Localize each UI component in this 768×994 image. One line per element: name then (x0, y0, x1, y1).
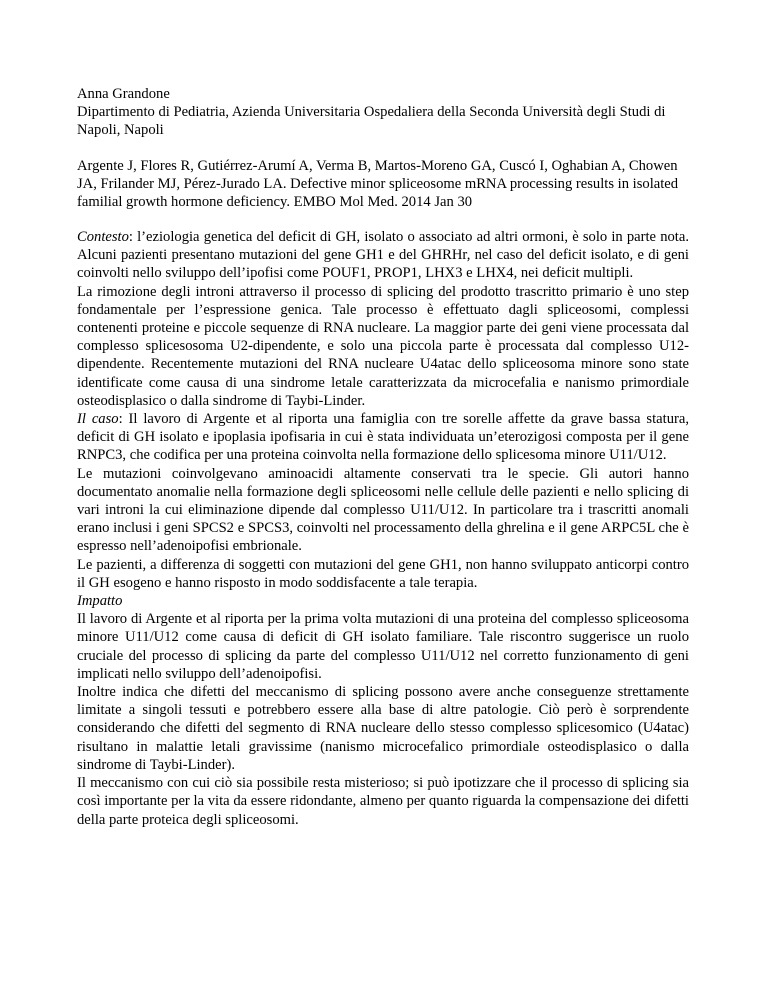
caso-paragraph-2: Le mutazioni coinvolgevano aminoacidi altamente conservati tra le specie. Gli autori hanno documentato anomalie nella formazione degli spliceosomi nelle cellule delle pazienti e nello splicing di vari introni la cui eliminazione dipende dal complesso U11/U12. In particolare tra i trascritti anomali erano inclusi i geni SPCS2 e SPCS3, coinvolti nel processamento della ghrelina e il gene ARPC5L che è espresso nell’adenoipofisi embrionale. (77, 465, 689, 555)
author-affiliation: Dipartimento di Pediatria, Azienda Universitaria Ospedaliera della Seconda Università degli Studi di Napoli, Napoli (77, 104, 666, 139)
citation-block (77, 157, 689, 212)
impatto-paragraph-2: Inoltre indica che difetti del meccanismo di splicing possono avere anche conseguenze strettamente limitate a singoli tessuti e potrebbero essere alla base di altre patologie. Ciò però è sorprendente considerando che difetti del segmento di RNA nucleare dello stesso complesso splicesomico (U4atac) risultano in malattie letali gravissime (nanismo microcefalico primordiale osteodisplasico o dalla sindrome di Taybi-Linder). (77, 684, 689, 773)
article-body (77, 228, 689, 829)
impatto-heading: Impatto (77, 593, 123, 610)
caso-label: Il caso (77, 411, 119, 428)
caso-text: : Il lavoro di Argente et al riporta una famiglia con tre sorelle affette da grave bassa statura, deficit di GH isolato e ipoplasia ipofisaria in cui è stata individuata un’eterozigosi composta per il gene RNPC3, che codifica per una proteina coinvolta nella formazione dello splicesoma minore U11/U12. (77, 411, 689, 464)
contesto-label: Contesto (77, 229, 129, 245)
contesto-paragraph (77, 228, 689, 283)
caso-paragraph-3: Le pazienti, a differenza di soggetti con mutazioni del gene GH1, non hanno sviluppato anticorpi contro il GH esogeno e hanno risposto in modo soddisfacente a tale terapia. (77, 556, 689, 591)
caso-paragraph (77, 410, 689, 465)
impatto-paragraph-1: Il lavoro di Argente et al riporta per la prima volta mutazioni di una proteina del complesso spliceosoma minore U11/U12 come causa di deficit di GH isolato familiare. Tale riscontro suggerisce un ruolo cruciale del processo di splicing da parte del complesso U11/U12 nel corretto funzionamento di geni implicati nello sviluppo dell’adenoipofisi. (77, 611, 689, 682)
impatto-paragraph-3: Il meccanismo con cui ciò sia possibile resta misterioso; si può ipotizzare che il processo di splicing sia così importante per la vita da essere ridondante, almeno per quanto riguarda la compensazione dei difetti della parte proteica degli spliceosomi. (77, 775, 689, 828)
citation-text: Argente J, Flores R, Gutiérrez-Arumí A, Verma B, Martos-Moreno GA, Cuscó I, Oghabian A, Chowen JA, Frilander MJ, Pérez-Jurado LA. Defective minor spliceosome mRNA processing results in isolated familial growth hormone deficiency. EMBO Mol Med. 2014 Jan 30 (77, 158, 679, 211)
author-block (77, 85, 689, 140)
author-name: Anna Grandone (77, 86, 170, 102)
contesto-text: : l’eziologia genetica del deficit di GH, isolato o associato ad altri ormoni, è solo in parte nota. Alcuni pazienti presentano mutazioni del gene GH1 e del GHRHr, nel caso del deficit isolato, e di geni coinvolti nello sviluppo dell’ipofisi come POUF1, PROP1, LHX3 e LHX4, nei deficit multipli. (77, 229, 689, 282)
contesto-paragraph-2: La rimozione degli introni attraverso il processo di splicing del prodotto trascritto primario è uno step fondamentale per l’espressione genica. Tale processo è effettuato dagli spliceosomi, complessi contenenti proteine e piccole sequenze di RNA nucleare. La maggior parte dei geni viene processata dal complesso splicesosoma U2-dipendente, e solo una piccola parte è processata dal complesso U12-dipendente. Recentemente mutazioni del RNA nucleare U4atac dello spliceosoma minore sono state identificate come causa di una sindrome letale caratterizzata da microcefalia e nanismo primordiale osteodisplasico o dalla sindrome di Taybi-Linder. (77, 283, 689, 409)
